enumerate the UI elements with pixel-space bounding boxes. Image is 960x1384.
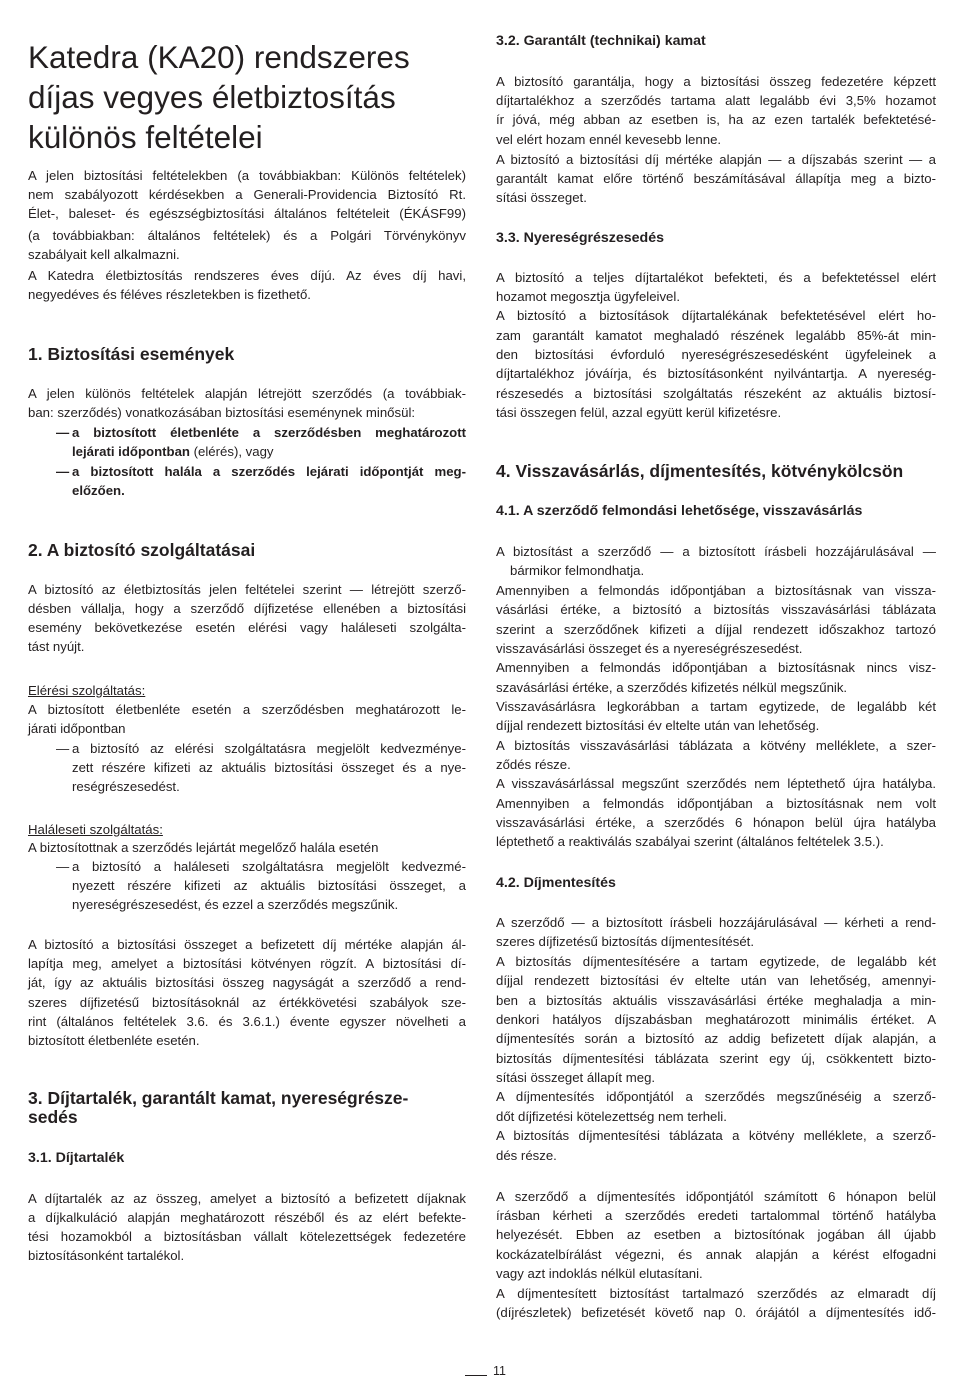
section-heading-2: 2. A biztosító szolgáltatásai: [28, 540, 256, 560]
body-line: den biztosítási évforduló nyereségrészesedésként ügyfeleinek a: [496, 347, 936, 362]
page-number: 11: [493, 1364, 506, 1378]
page-footer: [455, 1359, 535, 1379]
intro-line: nem szabályozott kérdésekben a Generali-Providencia Biztosító Rt.: [28, 187, 466, 202]
subsection-heading-4-1: 4.1. A szerződő felmondási lehetősége, visszavásárlás: [496, 503, 863, 519]
subsection-heading-3-3: 3.3. Nyereségrészesedés: [496, 230, 665, 246]
body-line: dőt díjfizetési kötelezettség nem terheli.: [496, 1109, 727, 1124]
body-line: ír jóvá, még abban az esetben is, ha az ezen tartalék befektetésé-: [496, 112, 936, 127]
body-line: kockázatelbírálást végezni, és annak alapján a kérést elfogadni: [496, 1247, 936, 1262]
body-line: A díjmentesített biztosítást tartalmazó szerződés az elmaradt díj: [496, 1286, 936, 1301]
body-line: désben vállalja, hogy a szerződő díjfizetése ellenében a biztosítási: [28, 601, 466, 616]
body-line: tési hozamokból a biztosításban vállalt kötelezettségek fedezetére: [28, 1229, 466, 1244]
dash-bullet: —: [56, 859, 70, 874]
body-line: A biztosított életbenléte esetén a szerződésben meghatározott le-: [28, 702, 466, 717]
body-line: biztosítás díjmentesítési táblázata szerint egy új, csökkentett bizto-: [496, 1051, 936, 1066]
body-line: tási összegen felül, azzal együtt kerül kifizetésre.: [496, 405, 782, 420]
body-line: tást nyújt.: [28, 639, 85, 654]
intro-line: negyedéves és féléves részletekben is fizethető.: [28, 287, 311, 302]
body-line: biztosításonként tartalékol.: [28, 1248, 185, 1263]
subsection-heading-3-2: 3.2. Garantált (technikai) kamat: [496, 33, 706, 49]
body-line: esemény bekövetkezése esetén elérési vagy haláleseti szolgálta-: [28, 620, 466, 635]
list-item-line: előzően.: [72, 483, 125, 498]
section-heading-3: 3. Díjtartalék, garantált kamat, nyereségrésze-: [28, 1088, 409, 1108]
body-line: A szerződő — a biztosított írásbeli hozzájárulásával — kérheti a rend-: [496, 915, 936, 930]
dash-bullet: —: [56, 464, 70, 479]
footer-rule: [465, 1375, 487, 1376]
body-line: biztosított életbenléte esetén.: [28, 1033, 200, 1048]
list-item-line: reségrészesedést.: [72, 779, 180, 794]
dash-bullet: —: [56, 741, 70, 756]
body-line: A biztosító a biztosítási díj mértéke alapján — a díjszabás szerint — a: [496, 152, 936, 167]
body-line: vásárlási értéke, a biztosító a biztosítás visszavásárlási táblázata: [496, 602, 936, 617]
body-line: A biztosítottnak a szerződés lejártát megelőző halála esetén: [28, 840, 379, 855]
list-item-line: a biztosított halála a szerződés lejárati időpontját meg-: [72, 464, 466, 479]
body-line: ban: szerződés) vonatkozásában biztosítási eseménynek minősül:: [28, 405, 416, 420]
list-item-line: nyereségrészesedést, és ezzel a szerződés megszűnik.: [72, 897, 399, 912]
body-line: garantált kamat előre történő beszámításával állapítja meg a bizto-: [496, 171, 936, 186]
body-line: léptethető a reaktiválás szabályai szerint (általános feltételek 3.5.).: [496, 834, 884, 849]
subsection-heading-3-1: 3.1. Díjtartalék: [28, 1150, 125, 1166]
body-line: rint (általános feltételek 3.6. és 3.6.1.) évente egyszer növelheti a: [28, 1014, 466, 1029]
body-line: visszavásárlási összeget és a nyereségrészesedést.: [496, 641, 803, 656]
body-line: A biztosító a biztosítási összeget a befizetett díj mértéke alapján ál-: [28, 937, 466, 952]
page-title: Katedra (KA20) rendszeres díjas vegyes életbiztosítás különös feltételei: [28, 39, 410, 155]
body-line: zam garantált kamatot meghaladó részének legalább 85%-át min-: [496, 328, 936, 343]
intro-line: szabályait kell alkalmazni.: [28, 247, 180, 262]
body-line: dés része.: [496, 1148, 557, 1163]
list-item-line: a biztosított életbenléte a szerződésben meghatározott: [72, 425, 466, 440]
body-line: szeres díjfizetésű biztosításoknál az értékkövetési szabályok sze-: [28, 995, 466, 1010]
subheading-eleresi: Elérési szolgáltatás:: [28, 683, 146, 698]
body-line: ben a biztosítás aktuális visszavásárlási értéke meghaladja a min-: [496, 993, 936, 1008]
body-line: lapítja meg, amelyet a biztosítási kötvényen rögzít. A biztosítási dí-: [28, 956, 466, 971]
body-line: A biztosító a biztosítások díjtartalékának befektetésével elért ho-: [496, 308, 936, 323]
body-line: hozamot megosztja ügyfeleivel.: [496, 289, 680, 304]
body-line: A díjtartalék az az összeg, amelyet a biztosító a befizetett díjaknak: [28, 1191, 466, 1206]
body-line: Amennyiben a felmondás időpontjában a biztosításnak nincs visz-: [496, 660, 936, 675]
body-line: a díjkalkuláció alapján meghatározott részéből és az elért befekte-: [28, 1210, 466, 1225]
body-line: ját, így az aktuális biztosítási összeg nagyságát a szerződő a rend-: [28, 975, 466, 990]
body-line: vel elért hozam ennél kevesebb lenne.: [496, 132, 722, 147]
body-line: A visszavásárlással megszűnt szerződés nem léptethető újra hatályba.: [496, 776, 936, 791]
intro-line: Élet-, baleset- és egészségbiztosítási általános feltételeit (ÉKÁSF99): [28, 206, 466, 221]
body-line: díjjal rendezett biztosítási év eltelte után van lehetőség, amennyi-: [496, 973, 936, 988]
body-line: sítási összeget.: [496, 190, 587, 205]
body-line: részesedés a biztosítási szolgáltatás részeként az aktuális biztosí-: [496, 386, 936, 401]
body-line: (díjrészletek) befizetését követő nap 0. órájától a díjmentesítés idő-: [496, 1305, 936, 1320]
body-line: szerint a szerződőnek kifizeti a díjjal rendezett időszakhoz tartozó: [496, 622, 936, 637]
body-line: írásban kérheti a szerződés eredeti tartalommal történő hatályba: [496, 1208, 936, 1223]
body-line: A jelen különös feltételek alapján létrejött szerződés (a továbbiak-: [28, 386, 466, 401]
body-line: denkori hatályos díjszabásban meghatározott minimális értéket. A: [496, 1012, 936, 1027]
body-line: A szerződő a díjmentesítés időpontjától számított 6 hónapon belül: [496, 1189, 936, 1204]
body-line: Amennyiben a felmondás időpontjában a biztosításnak nem volt: [496, 796, 936, 811]
body-line: A biztosítás díjmentesítésére a tartam egytizede, de legalább két: [496, 954, 936, 969]
dash-bullet: —: [56, 425, 70, 440]
body-line: bármikor felmondhatja.: [510, 563, 645, 578]
body-line: díjtartalékhoz jóváírja, és biztosításonként nyilvántartja. A nyereség-: [496, 366, 936, 381]
list-item-line: nyezett részére kifizeti az aktuális biztosítási összeget, a: [72, 878, 466, 893]
body-line: helyezését. Ebben az esetben a biztosítónak jogában áll újabb: [496, 1227, 936, 1242]
body-line: szavásárlási értéke, a szerződés kifizetés nélkül megszűnik.: [496, 680, 848, 695]
subheading-halaleseti: Haláleseti szolgáltatás:: [28, 822, 163, 837]
body-line: sítási összeget állapít meg.: [496, 1070, 656, 1085]
body-line: Visszavásárlásra legkorábban a tartam egytizede, de legalább két: [496, 699, 936, 714]
body-line: ződés része.: [496, 757, 571, 772]
body-line: A biztosító garantálja, hogy a biztosítási összeg fedezetére képzett: [496, 74, 936, 89]
body-line: A biztosítást a szerződő — a biztosított írásbeli hozzájárulásával —: [496, 544, 936, 559]
intro-line: (a továbbiakban: általános feltételek) és a Polgári Törvénykönyv: [28, 228, 466, 243]
section-heading-4: 4. Visszavásárlás, díjmentesítés, kötvénykölcsön: [496, 461, 904, 481]
list-item-line: zett részére kifizeti az aktuális biztosítási összeget és a nye-: [72, 760, 466, 775]
section-heading-3-cont: sedés: [28, 1107, 78, 1127]
list-item-line: a biztosító a haláleseti szolgáltatásra megjelölt kedvezmé-: [72, 859, 466, 874]
intro-line: A jelen biztosítási feltételekben (a továbbiakban: Különös feltételek): [28, 168, 466, 183]
body-line: A biztosító az életbiztosítás jelen feltételei szerint — létrejött szerző-: [28, 582, 466, 597]
list-item-line: a biztosító az elérési szolgáltatásra megjelölt kedvezménye-: [72, 741, 466, 756]
body-line: Amennyiben a felmondás időpontjában a biztosításnak van vissza-: [496, 583, 936, 598]
body-line: járati időpontban: [28, 721, 126, 736]
body-line: A biztosítás díjmentesítési táblázata a kötvény melléklete, a szerző-: [496, 1128, 936, 1143]
body-line: szeres díjfizetésű biztosítás díjmentesítését.: [496, 934, 755, 949]
body-line: A biztosítás visszavásárlási táblázata a kötvény melléklete, a szer-: [496, 738, 936, 753]
section-heading-1: 1. Biztosítási események: [28, 344, 235, 364]
body-line: A biztosító a teljes díjtartalékot befekteti, és a befektetéssel elért: [496, 270, 936, 285]
body-line: visszavásárlási értéke, a szerződés 6 hónapon belül újra hatályba: [496, 815, 936, 830]
body-line: A díjmentesítés időpontjától a szerződés megszűnéséig a szerző-: [496, 1089, 936, 1104]
intro-line: A Katedra életbiztosítás rendszeres éves díjú. Az éves díj havi,: [28, 268, 466, 283]
list-item-line: lejárati időpontban (elérés), vagy: [72, 444, 274, 459]
body-line: díjjal rendezett biztosítási év eltelte után van lehetőség.: [496, 718, 820, 733]
body-line: díjtartalékhoz a szerződés tartama alatt legalább évi 3,5% hozamot: [496, 93, 936, 108]
body-line: díjmentesítés során a biztosító az addig befizetett díjak alapján, a: [496, 1031, 936, 1046]
subsection-heading-4-2: 4.2. Díjmentesítés: [496, 875, 616, 891]
body-line: vagy azt indoklás nélkül elutasítani.: [496, 1266, 703, 1281]
